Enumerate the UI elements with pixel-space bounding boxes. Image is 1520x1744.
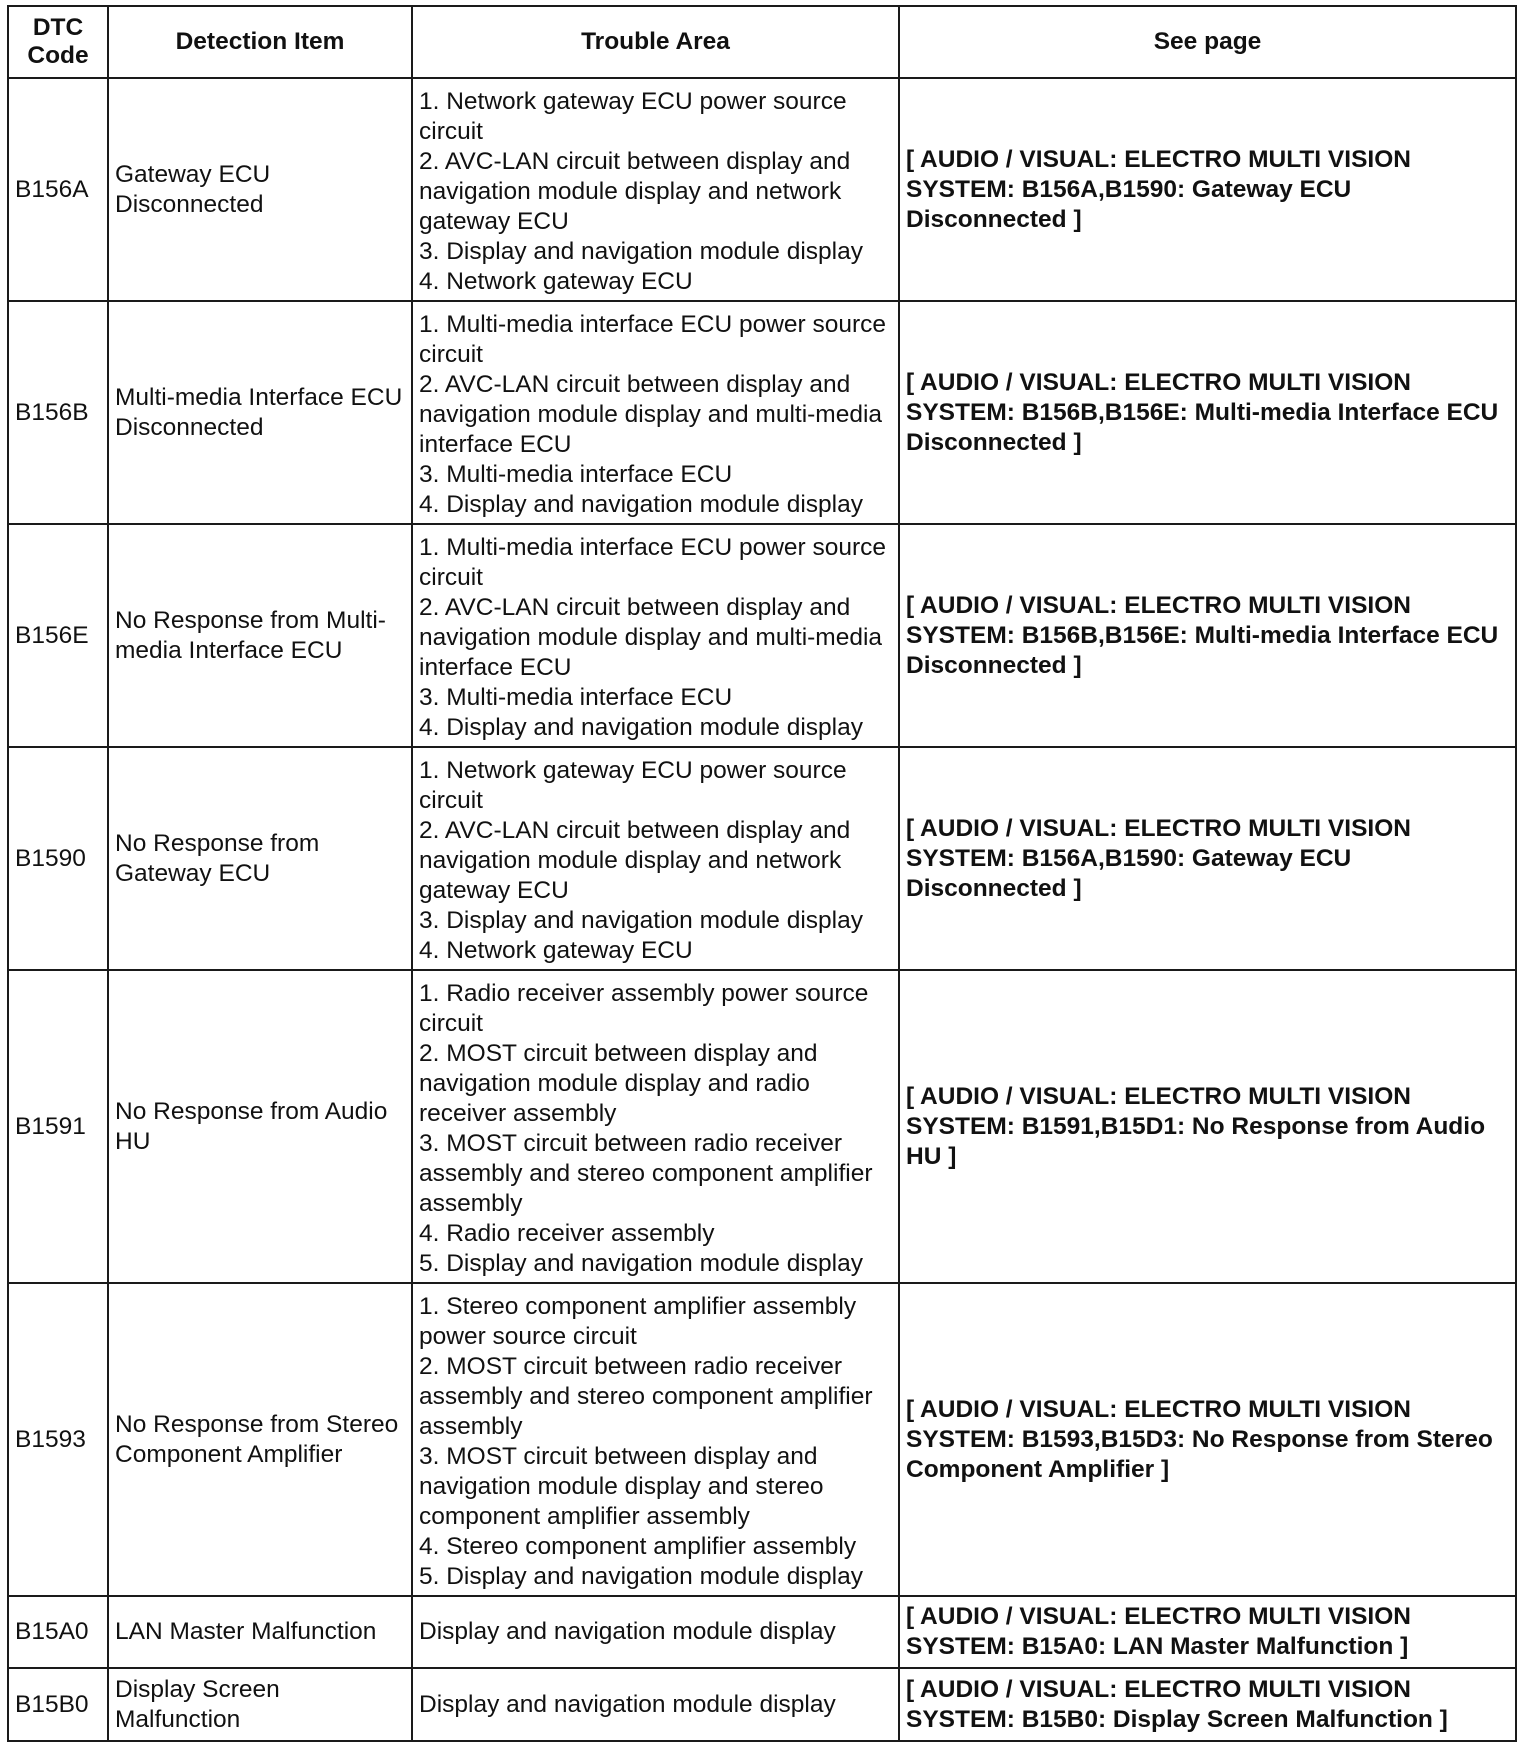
detection-item-cell: No Response from Audio HU xyxy=(108,970,412,1283)
trouble-area-cell xyxy=(412,524,899,747)
header-dtc-code xyxy=(8,6,108,78)
header-trouble-area: Trouble Area xyxy=(412,6,899,78)
trouble-area-cell xyxy=(412,1596,899,1668)
trouble-area-line: 2. AVC-LAN circuit between display and navigation module display and multi-media interface ECU xyxy=(419,593,883,681)
trouble-area-line: 5. Display and navigation module display xyxy=(419,1249,863,1277)
trouble-area-line: 2. AVC-LAN circuit between display and navigation module display and multi-media interface ECU xyxy=(419,370,883,458)
table-row xyxy=(8,301,1516,524)
see-page-link[interactable]: [ AUDIO / VISUAL: ELECTRO MULTI VISION SYSTEM: B1591,B15D1: No Response from Audio HU ] xyxy=(899,970,1516,1283)
see-page-link[interactable]: [ AUDIO / VISUAL: ELECTRO MULTI VISION SYSTEM: B156B,B156E: Multi-media Interface ECU Disconnected ] xyxy=(899,524,1516,747)
detection-item-cell: No Response from Multi-media Interface ECU xyxy=(108,524,412,747)
trouble-area-line: 3. Multi-media interface ECU xyxy=(419,460,733,488)
header-dtc-code-line2: Code xyxy=(27,42,89,69)
trouble-area-line: 1. Stereo component amplifier assembly power source circuit xyxy=(419,1292,857,1350)
trouble-area-cell xyxy=(412,301,899,524)
detection-item-cell: Multi-media Interface ECU Disconnected xyxy=(108,301,412,524)
trouble-area-cell xyxy=(412,970,899,1283)
dtc-table xyxy=(7,5,1517,1742)
header-dtc-code-line1: DTC xyxy=(32,14,84,41)
trouble-area-line: 4. Radio receiver assembly xyxy=(419,1219,715,1247)
trouble-area-line: 4. Display and navigation module display xyxy=(419,713,863,741)
trouble-area-line: 1. Multi-media interface ECU power source circuit xyxy=(419,533,887,591)
trouble-area-line: 3. MOST circuit between display and navigation module display and stereo component amplifier assembly xyxy=(419,1442,824,1530)
detection-item-cell: No Response from Gateway ECU xyxy=(108,747,412,970)
see-page-link[interactable]: [ AUDIO / VISUAL: ELECTRO MULTI VISION SYSTEM: B1593,B15D3: No Response from Stereo Component Amplifier ] xyxy=(899,1283,1516,1596)
trouble-area-line: 5. Display and navigation module display xyxy=(419,1562,863,1590)
trouble-area-line: 2. AVC-LAN circuit between display and navigation module display and network gateway ECU xyxy=(419,816,851,904)
table-row xyxy=(8,1283,1516,1596)
table-row xyxy=(8,524,1516,747)
detection-item-cell: Display Screen Malfunction xyxy=(108,1668,412,1741)
table-row xyxy=(8,970,1516,1283)
table-row xyxy=(8,1668,1516,1741)
detection-item-cell: LAN Master Malfunction xyxy=(108,1596,412,1668)
trouble-area-line: 3. Display and navigation module display xyxy=(419,237,863,265)
trouble-area-line: 1. Radio receiver assembly power source circuit xyxy=(419,979,869,1037)
dtc-table-container xyxy=(7,5,1515,1742)
see-page-link[interactable]: [ AUDIO / VISUAL: ELECTRO MULTI VISION SYSTEM: B15B0: Display Screen Malfunction ] xyxy=(899,1668,1516,1741)
trouble-area-line: 4. Network gateway ECU xyxy=(419,267,693,295)
table-header-row xyxy=(8,6,1516,78)
see-page-link[interactable]: [ AUDIO / VISUAL: ELECTRO MULTI VISION SYSTEM: B156B,B156E: Multi-media Interface ECU Disconnected ] xyxy=(899,301,1516,524)
dtc-code-cell: B15B0 xyxy=(8,1668,108,1741)
table-row xyxy=(8,78,1516,301)
trouble-area-line: 3. Multi-media interface ECU xyxy=(419,683,733,711)
trouble-area-line: 3. Display and navigation module display xyxy=(419,906,863,934)
table-row xyxy=(8,1596,1516,1668)
trouble-area-line: 1. Network gateway ECU power source circuit xyxy=(419,87,847,145)
trouble-area-line: 1. Multi-media interface ECU power source circuit xyxy=(419,310,887,368)
dtc-code-cell: B156A xyxy=(8,78,108,301)
detection-item-cell: No Response from Stereo Component Amplifier xyxy=(108,1283,412,1596)
header-detection-item: Detection Item xyxy=(108,6,412,78)
trouble-area-line: 2. MOST circuit between display and navigation module display and radio receiver assembly xyxy=(419,1039,818,1127)
see-page-link[interactable]: [ AUDIO / VISUAL: ELECTRO MULTI VISION SYSTEM: B15A0: LAN Master Malfunction ] xyxy=(899,1596,1516,1668)
header-see-page: See page xyxy=(899,6,1516,78)
dtc-code-cell: B1591 xyxy=(8,970,108,1283)
trouble-area-line: Display and navigation module display xyxy=(419,1690,836,1718)
trouble-area-cell xyxy=(412,747,899,970)
see-page-link[interactable]: [ AUDIO / VISUAL: ELECTRO MULTI VISION SYSTEM: B156A,B1590: Gateway ECU Disconnected ] xyxy=(899,747,1516,970)
trouble-area-cell xyxy=(412,1283,899,1596)
dtc-code-cell: B1590 xyxy=(8,747,108,970)
trouble-area-line: 3. MOST circuit between radio receiver assembly and stereo component amplifier assembly xyxy=(419,1129,873,1217)
dtc-code-cell: B1593 xyxy=(8,1283,108,1596)
detection-item-cell: Gateway ECU Disconnected xyxy=(108,78,412,301)
trouble-area-line: 4. Display and navigation module display xyxy=(419,490,863,518)
see-page-link[interactable]: [ AUDIO / VISUAL: ELECTRO MULTI VISION SYSTEM: B156A,B1590: Gateway ECU Disconnected ] xyxy=(899,78,1516,301)
trouble-area-cell xyxy=(412,1668,899,1741)
trouble-area-line: 4. Network gateway ECU xyxy=(419,936,693,964)
dtc-code-cell: B156E xyxy=(8,524,108,747)
trouble-area-line: 2. AVC-LAN circuit between display and navigation module display and network gateway ECU xyxy=(419,147,851,235)
trouble-area-line: 2. MOST circuit between radio receiver assembly and stereo component amplifier assembly xyxy=(419,1352,873,1440)
dtc-code-cell: B156B xyxy=(8,301,108,524)
dtc-code-cell: B15A0 xyxy=(8,1596,108,1668)
trouble-area-line: 1. Network gateway ECU power source circuit xyxy=(419,756,847,814)
trouble-area-line: 4. Stereo component amplifier assembly xyxy=(419,1532,857,1560)
trouble-area-line: Display and navigation module display xyxy=(419,1618,836,1645)
table-row xyxy=(8,747,1516,970)
trouble-area-cell xyxy=(412,78,899,301)
